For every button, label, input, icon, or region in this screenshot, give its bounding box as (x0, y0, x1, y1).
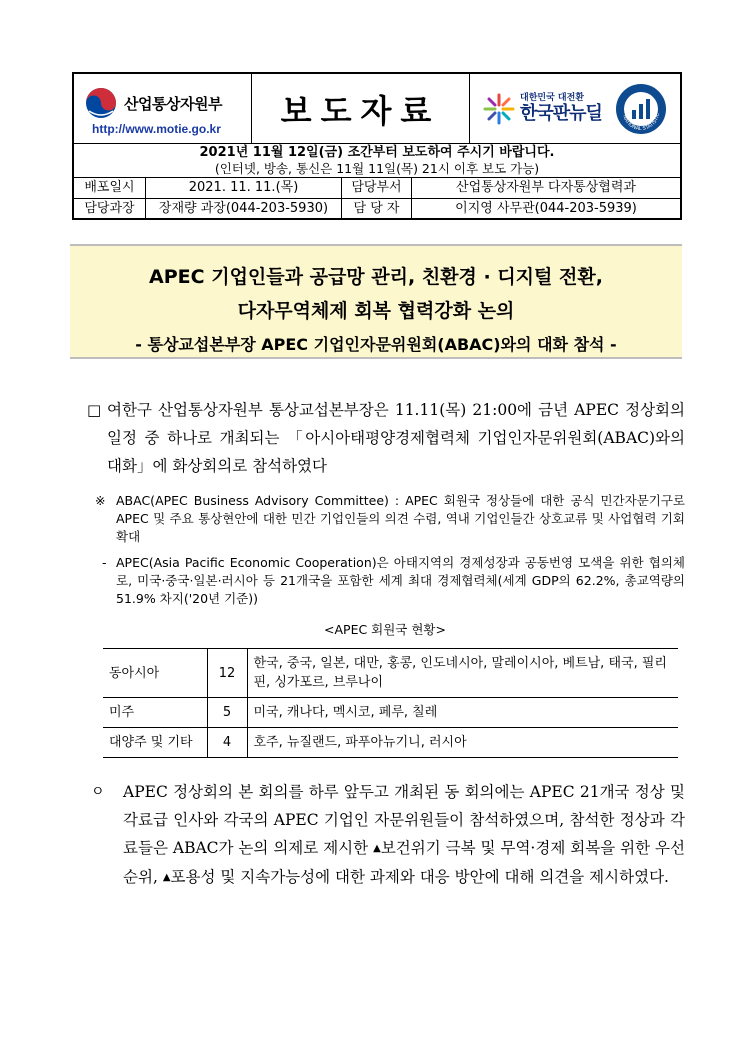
staff-value: 이지영 사무관(044-203-5939) (455, 201, 637, 216)
paragraph-2-text-c: 포용성 및 지속가능성에 대한 과제와 대응 방안에 대해 의견을 제시하였다. (170, 868, 669, 886)
release-label: 배포일시 (74, 178, 146, 198)
paragraph-2-text-a: APEC 정상회의 본 회의를 하루 앞두고 개최된 동 회의에는 APEC 21개국 정상 및 각료급 인사와 각국의 APEC 기업인 자문위원들이 참석하였으며, 참석한 정상과 각료들은 ABAC가 논의 의제로 제시한 (123, 783, 685, 857)
count-cell: 12 (207, 649, 247, 698)
count-cell: 5 (207, 698, 247, 728)
taegeuk-emblem-icon (84, 86, 118, 120)
member-table-caption: <APEC 회원국 현황> (324, 622, 446, 637)
paragraph-2 (85, 778, 685, 892)
statistics-seal-icon (614, 82, 668, 136)
table-row (103, 649, 678, 698)
note-mark: ※ (95, 493, 106, 508)
press-header-table (72, 72, 682, 220)
table-row (103, 698, 678, 728)
new-deal-slogan: 대한민국 대전환 (520, 93, 584, 103)
release-info-row (74, 178, 680, 198)
abac-note-text: ABAC(APEC Business Advisory Committee) : APEC 회원국 정상들에 대한 공식 민간자문기구로 APEC 및 주요 통상현안에 대한 민간 기업인들의 의견 수렴, 역내 기업인들간 상호교류 및 사업협력 기회 확대 (116, 493, 685, 544)
headline-subtitle: - 통상교섭본부장 APEC 기업인자문위원회(ABAC)와의 대화 참석 - (135, 335, 617, 354)
dept-label: 담당부서 (342, 178, 412, 198)
embargo-sub: (인터넷, 방송, 통신은 11월 11일(목) 21시 이후 보도 가능) (214, 161, 540, 176)
brand-logos-cell (470, 74, 680, 143)
korean-new-deal-logo (482, 92, 602, 126)
apec-note-text: APEC(Asia Pacific Economic Cooperation)은 아태지역의 경제성장과 공동번영 모색을 위한 협의체로, 미국·중국·일본·러시아 등 21개국을 포함한 세계 최대 경제협력체(세계 GDP의 62.2%, 총교역량의 51.9% 차지('20년 기준)) (116, 555, 685, 606)
staff-label: 담 당 자 (342, 199, 412, 218)
region-cell: 대양주 및 기타 (103, 728, 207, 758)
count-cell: 4 (207, 728, 247, 758)
square-bullet: □ (87, 401, 102, 419)
headline-line-1: APEC 기업인들과 공급망 관리, 친환경 · 디지털 전환, (149, 266, 603, 288)
new-deal-star-icon (482, 92, 516, 126)
manager-label: 담당과장 (74, 199, 146, 218)
ministry-url-link[interactable]: http://www.motie.go.kr (92, 122, 221, 136)
region-cell: 미주 (103, 698, 207, 728)
contact-info-row (74, 198, 680, 218)
ministry-name: 산업통상자원부 (124, 94, 222, 113)
embargo-notice (74, 144, 680, 178)
dash-mark: - (102, 555, 107, 570)
paragraph-1 (85, 396, 685, 480)
countries-cell: 한국, 중국, 일본, 대만, 홍콩, 인도네시아, 말레이시아, 베트남, 태국, 필리핀, 싱가포르, 브루나이 (247, 649, 678, 698)
doc-type-title: 보도자료 (280, 91, 441, 130)
dept-value: 산업통상자원부 다자통상협력과 (456, 180, 636, 195)
triangle-marker-icon: ▲ (162, 872, 171, 883)
triangle-marker-icon: ▲ (373, 843, 381, 854)
new-deal-name: 한국판뉴딜 (520, 103, 602, 124)
region-cell: 동아시아 (103, 649, 207, 698)
headline-box (70, 244, 682, 359)
manager-value: 장재량 과장(044-203-5930) (146, 199, 342, 218)
statistics-seal-label: NATIONAL STATISTIC (621, 112, 661, 132)
countries-cell: 미국, 캐나다, 멕시코, 페루, 칠레 (247, 698, 678, 728)
abac-note (85, 492, 685, 546)
paragraph-2-text-b: 보건위기 극복 및 무역·경제 회복을 위한 우선순위, (123, 839, 685, 886)
apec-member-table (103, 648, 678, 758)
release-date: 2021. 11. 11.(목) (146, 178, 342, 198)
countries-cell: 호주, 뉴질랜드, 파푸아뉴기니, 러시아 (247, 728, 678, 758)
header-top-row (74, 74, 680, 144)
apec-note (85, 554, 685, 608)
embargo-main: 2021년 11월 12일(금) 조간부터 보도하여 주시기 바랍니다. (199, 145, 555, 160)
headline-line-2: 다자무역체제 회복 협력강화 논의 (237, 300, 515, 322)
ministry-logo-cell (74, 74, 252, 143)
ministry-logo (84, 86, 222, 120)
table-row (103, 728, 678, 758)
circle-bullet: ㅇ (91, 784, 105, 800)
paragraph-1-text: 여한구 산업통상자원부 통상교섭본부장은 11.11(목) 21:00에 금년 APEC 정상회의 일정 중 하나로 개최되는 「아시아태평양경제협력체 기업인자문위원회(ABAC)와의 대화」에 화상회의로 참석하였다 (107, 401, 685, 475)
doc-type-cell (252, 74, 470, 143)
article-body (85, 396, 685, 892)
